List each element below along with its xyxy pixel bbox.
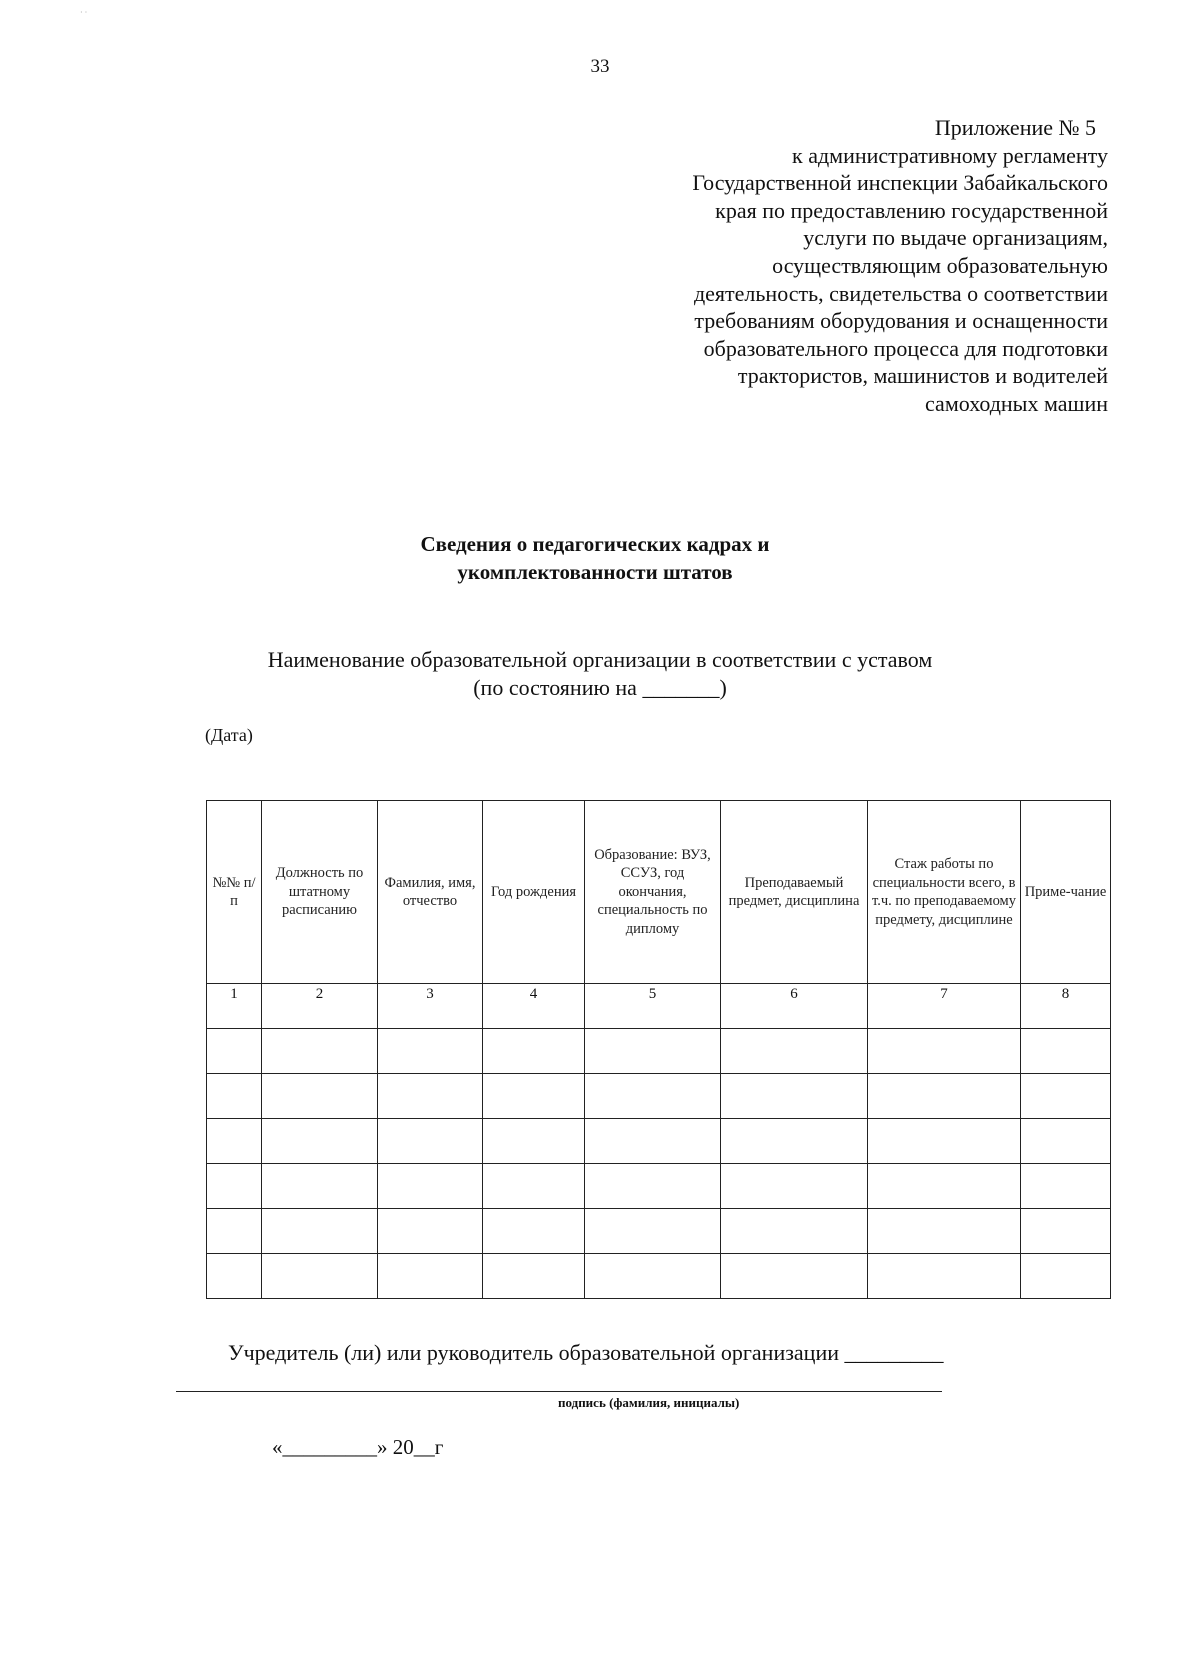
table-cell: [483, 1029, 585, 1074]
column-number-row: [207, 984, 1111, 1029]
column-number: 8: [1021, 984, 1111, 1029]
signature-rule: [176, 1391, 942, 1392]
appendix-line: осуществляющим образовательную: [772, 252, 1108, 278]
appendix-block: [548, 114, 1108, 418]
table-cell: [207, 1074, 262, 1119]
column-number: 3: [378, 984, 483, 1029]
staff-table: [206, 800, 1111, 1299]
document-title-line: Сведения о педагогических кадрах и: [420, 532, 770, 556]
table-header-row: [207, 801, 1111, 984]
table-cell: [483, 1254, 585, 1299]
table-cell: [262, 1209, 378, 1254]
column-number: 1: [207, 984, 262, 1029]
organization-name: [0, 646, 1200, 702]
table-cell: [868, 1029, 1021, 1074]
table-cell: [207, 1209, 262, 1254]
table-cell: [585, 1209, 721, 1254]
table-cell: [207, 1119, 262, 1164]
column-header: Преподаваемый предмет, дисциплина: [721, 801, 868, 984]
table-cell: [868, 1209, 1021, 1254]
table-cell: [483, 1164, 585, 1209]
as-of-date-line: (по состоянию на _______): [473, 675, 727, 700]
table-cell: [585, 1164, 721, 1209]
column-number: 7: [868, 984, 1021, 1029]
table-cell: [868, 1074, 1021, 1119]
table-cell: [1021, 1074, 1111, 1119]
document-title: [0, 530, 1200, 586]
table-cell: [483, 1209, 585, 1254]
appendix-line: образовательного процесса для подготовки: [703, 335, 1108, 361]
table-cell: [483, 1074, 585, 1119]
appendix-line: к административному регламенту: [792, 142, 1108, 168]
founder-signature-line: Учредитель (ли) или руководитель образовательной организации _________: [228, 1340, 944, 1365]
column-header: №№ п/п: [207, 801, 262, 984]
appendix-line: деятельность, свидетельства о соответствии: [693, 280, 1108, 306]
table-row: [207, 1164, 1111, 1209]
column-number: 6: [721, 984, 868, 1029]
document-title-line: укомплектованности штатов: [457, 560, 733, 584]
date-label: (Дата): [205, 725, 253, 745]
organization-name-line: Наименование образовательной организации в соответствии с уставом: [267, 647, 933, 672]
table-cell: [585, 1254, 721, 1299]
appendix-line: Государственной инспекции Забайкальского: [692, 170, 1108, 196]
table-cell: [262, 1029, 378, 1074]
table-cell: [378, 1209, 483, 1254]
table-row: [207, 1119, 1111, 1164]
table-cell: [207, 1164, 262, 1209]
appendix-line: требованиям оборудования и оснащенности: [694, 308, 1108, 334]
table-cell: [483, 1119, 585, 1164]
table-cell: [262, 1164, 378, 1209]
column-number: 4: [483, 984, 585, 1029]
column-header: Фамилия, имя, отчество: [378, 801, 483, 984]
table-cell: [378, 1164, 483, 1209]
column-header: Образование: ВУЗ, ССУЗ, год окончания, специальность по диплому: [585, 801, 721, 984]
table-cell: [585, 1119, 721, 1164]
scan-mark: · ·: [80, 8, 88, 17]
table-cell: [262, 1119, 378, 1164]
table-cell: [1021, 1164, 1111, 1209]
table-cell: [1021, 1119, 1111, 1164]
table-cell: [1021, 1254, 1111, 1299]
table-cell: [378, 1254, 483, 1299]
table-cell: [868, 1254, 1021, 1299]
table-cell: [378, 1119, 483, 1164]
appendix-line: трактористов, машинистов и водителей: [737, 363, 1108, 389]
table-cell: [207, 1254, 262, 1299]
appendix-line: края по предоставлению государственной: [715, 197, 1108, 223]
table-cell: [721, 1074, 868, 1119]
column-number: 2: [262, 984, 378, 1029]
page-number: 33: [590, 56, 610, 77]
table-cell: [262, 1074, 378, 1119]
table-cell: [868, 1119, 1021, 1164]
table-cell: [207, 1029, 262, 1074]
table-row: [207, 1029, 1111, 1074]
column-header: Приме-чание: [1021, 801, 1111, 984]
signature-caption: подпись (фамилия, инициалы): [558, 1395, 740, 1410]
table-cell: [378, 1074, 483, 1119]
table-row: [207, 1209, 1111, 1254]
column-header: Должность по штатному расписанию: [262, 801, 378, 984]
column-header: Стаж работы по специальности всего, в т.ч. по преподаваемому предмету, дисциплине: [868, 801, 1021, 984]
table-cell: [585, 1074, 721, 1119]
appendix-line: самоходных машин: [925, 390, 1108, 416]
column-header: Год рождения: [483, 801, 585, 984]
table-cell: [585, 1029, 721, 1074]
table-cell: [721, 1119, 868, 1164]
table-row: [207, 1074, 1111, 1119]
signature-date: «_________» 20__г: [272, 1435, 444, 1459]
table-cell: [1021, 1209, 1111, 1254]
table-cell: [721, 1254, 868, 1299]
table-cell: [1021, 1029, 1111, 1074]
table-row: [207, 1254, 1111, 1299]
table-cell: [868, 1164, 1021, 1209]
appendix-line: Приложение № 5: [934, 115, 1096, 140]
table-cell: [721, 1164, 868, 1209]
table-cell: [721, 1029, 868, 1074]
column-number: 5: [585, 984, 721, 1029]
appendix-line: услуги по выдаче организациям,: [803, 225, 1108, 251]
table-cell: [721, 1209, 868, 1254]
table-cell: [378, 1029, 483, 1074]
table-cell: [262, 1254, 378, 1299]
